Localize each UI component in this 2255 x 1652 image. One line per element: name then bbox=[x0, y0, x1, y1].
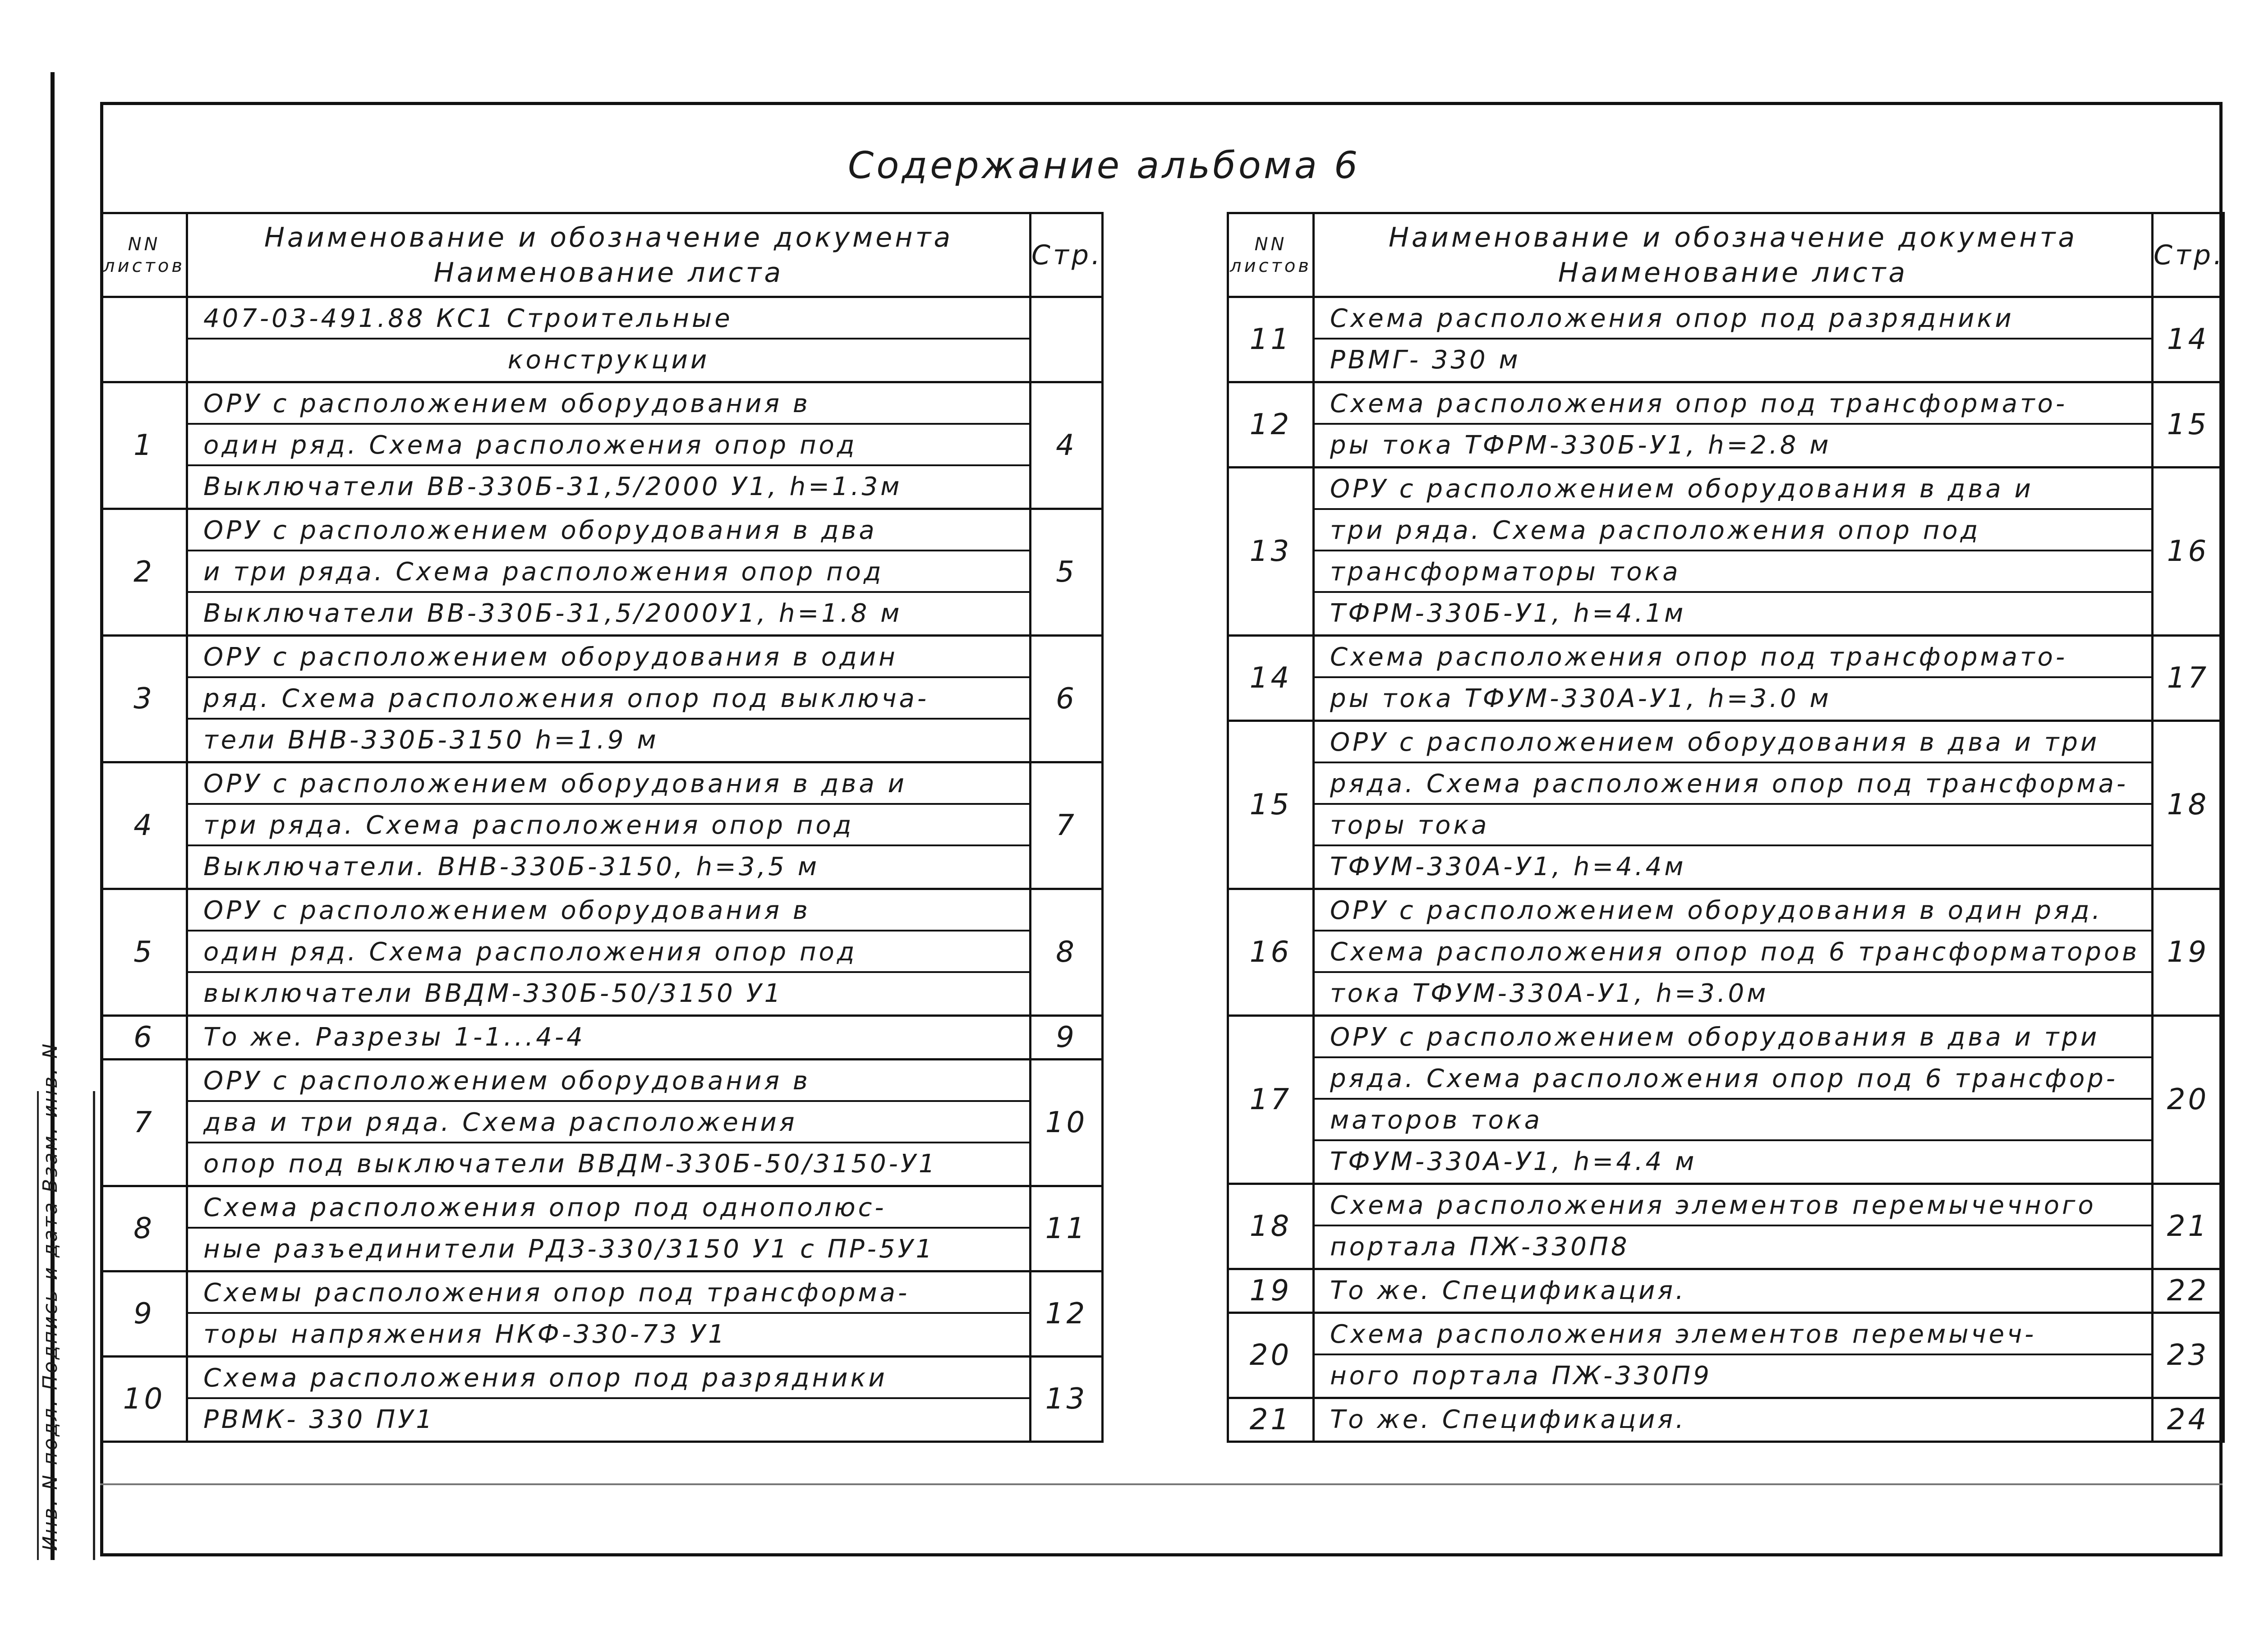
sheet-number-cell: 9 bbox=[101, 1271, 187, 1357]
page-number-cell: 16 bbox=[2153, 468, 2224, 636]
sheet-title-cell bbox=[1314, 889, 2153, 1016]
sheet-title-line: ОРУ с расположением оборудования в bbox=[188, 1060, 1029, 1102]
sheet-title-line: Схема расположения элементов перемычеч- bbox=[1315, 1314, 2151, 1355]
sheet-title-line: конструкции bbox=[507, 345, 710, 375]
page-number-cell: 24 bbox=[2153, 1398, 2224, 1442]
sheet-title-line: три ряда. Схема расположения опор под bbox=[1315, 510, 2151, 551]
sheet-title-cell bbox=[1314, 468, 2153, 636]
sheet-title-line: Выключатели. ВНВ-330Б-3150, h=3,5 м bbox=[203, 852, 819, 881]
sheet-title-line: Схема расположения опор под однополюс- bbox=[188, 1187, 1029, 1229]
table-row bbox=[1228, 721, 2224, 889]
sheet-title-line: Выключатели ВВ-330Б-31,5/2000У1, h=1.8 м bbox=[203, 599, 902, 628]
sheet-title-line: ОРУ с расположением оборудования в два bbox=[188, 510, 1029, 551]
page-number-cell: 19 bbox=[2153, 889, 2224, 1016]
sheet-title-line: То же. Разрезы 1-1...4-4 bbox=[203, 1023, 585, 1052]
header-sheet-number: NN листов bbox=[101, 213, 187, 297]
table-row bbox=[1228, 1016, 2224, 1184]
header-document-name bbox=[187, 213, 1031, 297]
sheet-title-line: ные разъединители РДЗ-330/3150 У1 с ПР-5У1 bbox=[203, 1234, 935, 1264]
table-row bbox=[101, 1060, 1103, 1186]
page-number-cell: 6 bbox=[1031, 636, 1103, 762]
sheet-title-cell bbox=[187, 636, 1031, 762]
table-row bbox=[101, 1186, 1103, 1271]
sheet-title-line: 407-03-491.88 КС1 Строительные bbox=[188, 298, 1029, 340]
sheet-title-cell bbox=[187, 1060, 1031, 1186]
frame-bottom-rule bbox=[100, 1483, 2223, 1485]
sheet-title-line: тели ВНВ-330Б-3150 h=1.9 м bbox=[203, 725, 659, 755]
table-row bbox=[1228, 1398, 2224, 1442]
header-document-name bbox=[1314, 213, 2153, 297]
header-sheet-number: NN листов bbox=[1228, 213, 1314, 297]
table-row bbox=[1228, 382, 2224, 468]
sheet-number-cell: 10 bbox=[101, 1357, 187, 1442]
sheet-title-cell bbox=[187, 1016, 1031, 1060]
sheet-title-line: То же. Спецификация. bbox=[1330, 1405, 1686, 1434]
header-name-line-2: Наименование листа bbox=[433, 257, 784, 289]
sheet-title-line: Выключатели ВВ-330Б-31,5/2000 У1, h=1.3м bbox=[203, 472, 902, 501]
sheet-number-cell: 2 bbox=[101, 509, 187, 636]
table-header-row bbox=[1228, 213, 2224, 297]
sheet-title-line: ряда. Схема расположения опор под 6 трансфор- bbox=[1315, 1058, 2151, 1100]
table-row bbox=[1228, 468, 2224, 636]
sheet-number-cell: 15 bbox=[1228, 721, 1314, 889]
contents-table-right bbox=[1227, 212, 2225, 1443]
sheet-title-cell bbox=[1314, 1269, 2153, 1313]
sheet-title-line: ТФУМ-330А-У1, h=4.4 м bbox=[1330, 1147, 1697, 1176]
page-number-cell: 20 bbox=[2153, 1016, 2224, 1184]
sheet-title-line: Схема расположения опор под трансформато- bbox=[1315, 637, 2151, 678]
sheet-number-cell: 13 bbox=[1228, 468, 1314, 636]
sheet-title-line: Схема расположения опор под разрядники bbox=[1315, 298, 2151, 340]
sheet-title-line: Схемы расположения опор под трансформа- bbox=[188, 1272, 1029, 1314]
sheet-number-cell: 5 bbox=[101, 889, 187, 1016]
sheet-title-cell bbox=[187, 509, 1031, 636]
table-row bbox=[1228, 1313, 2224, 1398]
page-number-cell: 10 bbox=[1031, 1060, 1103, 1186]
header-name-line-1: Наименование и обозначение документа bbox=[264, 221, 953, 253]
table-row bbox=[1228, 1184, 2224, 1269]
sheet-title-line: ТФУМ-330А-У1, h=4.4м bbox=[1330, 852, 1686, 881]
page-number-cell: 17 bbox=[2153, 636, 2224, 721]
sheet-number-cell: 6 bbox=[101, 1016, 187, 1060]
sheet-title-line: ТФРМ-330Б-У1, h=4.1м bbox=[1330, 599, 1686, 628]
sheet-title-line: портала ПЖ-330П8 bbox=[1330, 1232, 1630, 1262]
sheet-title-line: маторов тока bbox=[1315, 1100, 2151, 1141]
sheet-number-cell: 1 bbox=[101, 382, 187, 509]
sheet-title-line: и три ряда. Схема расположения опор под bbox=[188, 551, 1029, 593]
sheet-title-line: ряда. Схема расположения опор под трансформа- bbox=[1315, 763, 2151, 805]
sheet-title-cell bbox=[1314, 721, 2153, 889]
page-number-cell: 12 bbox=[1031, 1271, 1103, 1357]
sheet-title-cell bbox=[187, 1271, 1031, 1357]
sheet-title-line: ного портала ПЖ-330П9 bbox=[1330, 1361, 1712, 1390]
table-row bbox=[101, 509, 1103, 636]
sheet-title-cell bbox=[187, 382, 1031, 509]
page-number-cell: 7 bbox=[1031, 762, 1103, 889]
page-title: Содержание альбома 6 bbox=[848, 144, 1361, 187]
sheet-number-cell: 18 bbox=[1228, 1184, 1314, 1269]
sheet-number-cell: 8 bbox=[101, 1186, 187, 1271]
sheet-title-cell bbox=[187, 297, 1031, 382]
sheet-title-line: два и три ряда. Схема расположения bbox=[188, 1102, 1029, 1143]
sheet-title-line: ОРУ с расположением оборудования в два и bbox=[1315, 468, 2151, 510]
sheet-title-line: ры тока ТФУМ-330А-У1, h=3.0 м bbox=[1330, 684, 1832, 713]
sheet-title-cell bbox=[187, 1186, 1031, 1271]
table-row bbox=[101, 889, 1103, 1016]
sheet-title-line: один ряд. Схема расположения опор под bbox=[188, 425, 1029, 466]
table-row bbox=[101, 1271, 1103, 1357]
sheet-title-cell bbox=[187, 762, 1031, 889]
sheet-title-line: три ряда. Схема расположения опор под bbox=[188, 805, 1029, 846]
sheet-title-line: ОРУ с расположением оборудования в один ряд. bbox=[1315, 890, 2151, 932]
sheet-number-cell: 3 bbox=[101, 636, 187, 762]
sheet-title-line: торы тока bbox=[1315, 805, 2151, 846]
sheet-title-line: РВМГ- 330 м bbox=[1330, 345, 1521, 375]
sheet-title-line: То же. Спецификация. bbox=[1330, 1276, 1686, 1305]
page-number-cell: 22 bbox=[2153, 1269, 2224, 1313]
table-header-row bbox=[101, 213, 1103, 297]
table-row bbox=[1228, 1269, 2224, 1313]
table-row bbox=[1228, 636, 2224, 721]
sheet-number-cell: 20 bbox=[1228, 1313, 1314, 1398]
table-row bbox=[1228, 889, 2224, 1016]
page-number-cell bbox=[1031, 297, 1103, 382]
sheet-title-line: ОРУ с расположением оборудования в два и bbox=[188, 763, 1029, 805]
page-number-cell: 14 bbox=[2153, 297, 2224, 382]
page-number-cell: 15 bbox=[2153, 382, 2224, 468]
sheet-number-cell bbox=[101, 297, 187, 382]
sheet-title-line: ОРУ с расположением оборудования в два и три bbox=[1315, 1017, 2151, 1058]
page-number-cell: 13 bbox=[1031, 1357, 1103, 1442]
sheet-title-line: ОРУ с расположением оборудования в два и три bbox=[1315, 722, 2151, 763]
sheet-number-cell: 19 bbox=[1228, 1269, 1314, 1313]
page-number-cell: 23 bbox=[2153, 1313, 2224, 1398]
contents-table-left bbox=[100, 212, 1104, 1443]
sheet-number-cell: 7 bbox=[101, 1060, 187, 1186]
sheet-title-cell bbox=[187, 1357, 1031, 1442]
sheet-number-cell: 17 bbox=[1228, 1016, 1314, 1184]
sheet-number-cell: 12 bbox=[1228, 382, 1314, 468]
contents-body-right bbox=[1228, 297, 2224, 1442]
table-row bbox=[101, 297, 1103, 382]
header-page: Стр. bbox=[2153, 213, 2224, 297]
sheet-number-cell: 14 bbox=[1228, 636, 1314, 721]
sheet-title-cell bbox=[1314, 1184, 2153, 1269]
sheet-title-line: один ряд. Схема расположения опор под bbox=[188, 932, 1029, 973]
approval-stamp-text: Инв. N подл. Подпись и дата Взам. инв. N bbox=[39, 1042, 62, 1551]
sheet-title-line: выключатели ВВДМ-330Б-50/3150 У1 bbox=[203, 979, 783, 1008]
sheet-title-line: трансформаторы тока bbox=[1315, 551, 2151, 593]
contents-body-left bbox=[101, 297, 1103, 1442]
table-row bbox=[101, 762, 1103, 889]
sheet-title-cell bbox=[1314, 636, 2153, 721]
page-number-cell: 18 bbox=[2153, 721, 2224, 889]
header-name-line-2: Наименование листа bbox=[1558, 257, 1908, 289]
sheet-title-line: тока ТФУМ-330А-У1, h=3.0м bbox=[1330, 979, 1769, 1008]
sheet-title-line: ОРУ с расположением оборудования в один bbox=[188, 637, 1029, 678]
sheet-title-line: РВМК- 330 ПУ1 bbox=[203, 1405, 435, 1434]
sheet-title-line: Схема расположения элементов перемычечного bbox=[1315, 1185, 2151, 1226]
sheet-number-cell: 11 bbox=[1228, 297, 1314, 382]
table-row bbox=[101, 1357, 1103, 1442]
sheet-title-line: торы напряжения НКФ-330-73 У1 bbox=[203, 1320, 727, 1349]
page-number-cell: 5 bbox=[1031, 509, 1103, 636]
sheet-title-cell bbox=[1314, 1016, 2153, 1184]
sheet-number-cell: 4 bbox=[101, 762, 187, 889]
sheet-title-cell bbox=[1314, 1313, 2153, 1398]
table-row bbox=[1228, 297, 2224, 382]
sheet-title-line: ОРУ с расположением оборудования в bbox=[188, 383, 1029, 425]
table-row bbox=[101, 636, 1103, 762]
page-number-cell: 9 bbox=[1031, 1016, 1103, 1060]
sheet-number-cell: 16 bbox=[1228, 889, 1314, 1016]
sheet-title-cell bbox=[1314, 1398, 2153, 1442]
page-number-cell: 21 bbox=[2153, 1184, 2224, 1269]
sheet-title-line: Схема расположения опор под трансформато- bbox=[1315, 383, 2151, 425]
table-row bbox=[101, 382, 1103, 509]
sheet-title-cell bbox=[1314, 382, 2153, 468]
page-number-cell: 11 bbox=[1031, 1186, 1103, 1271]
sheet-title-cell bbox=[1314, 297, 2153, 382]
sheet-title-line: ряд. Схема расположения опор под выключа- bbox=[188, 678, 1029, 720]
sheet-number-cell: 21 bbox=[1228, 1398, 1314, 1442]
sheet-title-line: Схема расположения опор под 6 трансформаторов bbox=[1315, 932, 2151, 973]
table-row bbox=[101, 1016, 1103, 1060]
page-number-cell: 4 bbox=[1031, 382, 1103, 509]
sheet-title-line: ры тока ТФРМ-330Б-У1, h=2.8 м bbox=[1330, 431, 1832, 460]
header-name-line-1: Наименование и обозначение документа bbox=[1388, 221, 2078, 253]
sheet-title-line: опор под выключатели ВВДМ-330Б-50/3150-У1 bbox=[203, 1149, 938, 1179]
sheet-title-line: Схема расположения опор под разрядники bbox=[188, 1358, 1029, 1399]
header-page: Стр. bbox=[1031, 213, 1103, 297]
page-number-cell: 8 bbox=[1031, 889, 1103, 1016]
sheet-title-line: ОРУ с расположением оборудования в bbox=[188, 890, 1029, 932]
sheet-title-cell bbox=[187, 889, 1031, 1016]
